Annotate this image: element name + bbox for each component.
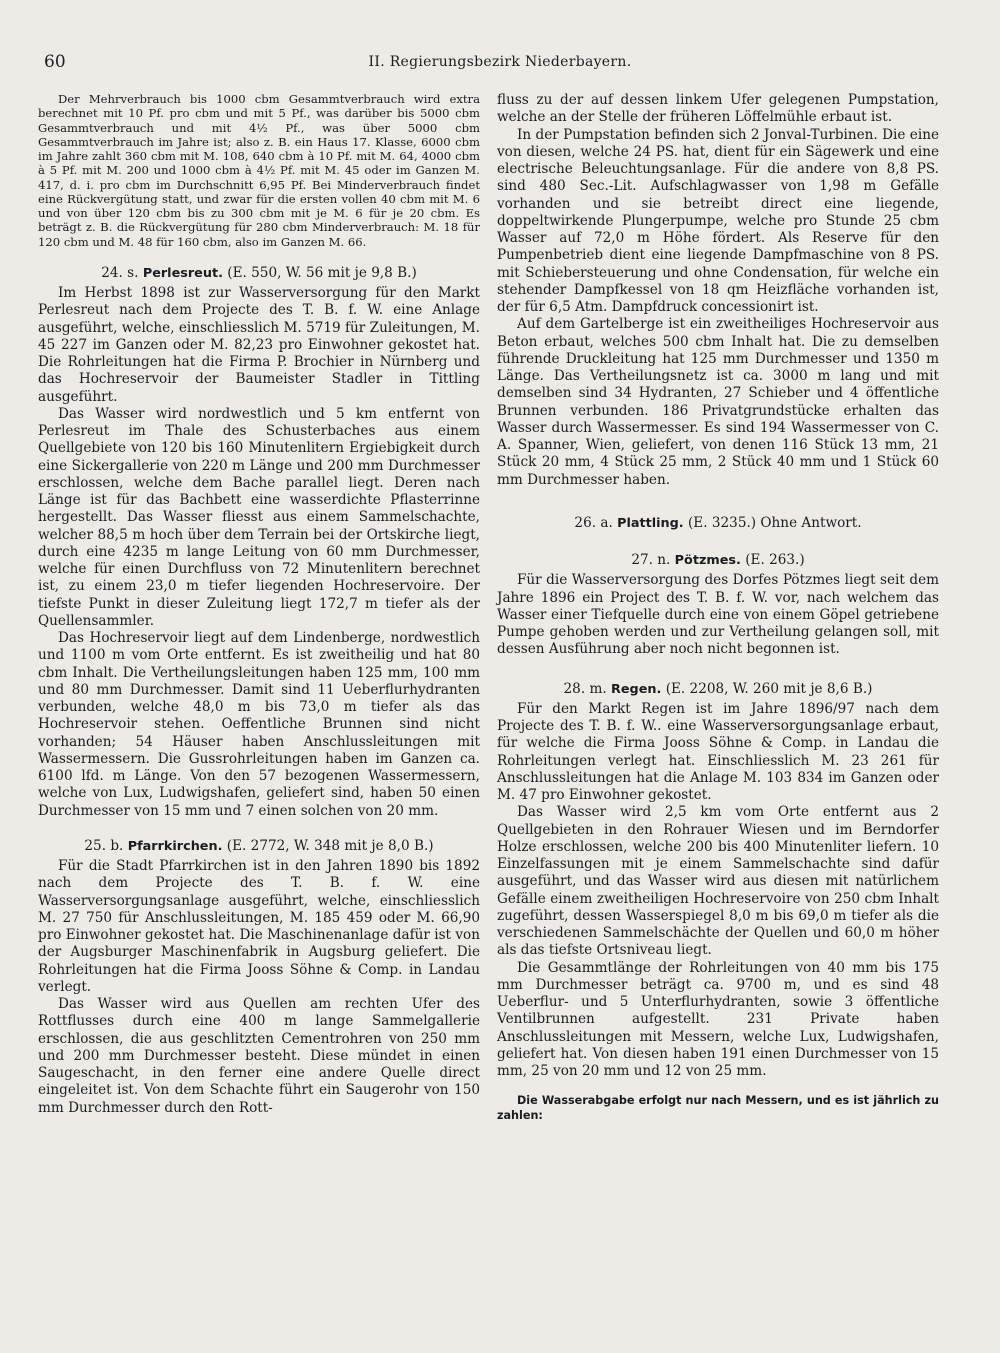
section-number: 26. a. (574, 514, 613, 531)
paragraph-regen-1: Für den Markt Regen ist im Jahre 1896/97 nach dem Projecte des T. B. f. W.. eine Wasserversorgungsanlage erbaut, für welche die Firma Jooss Söhne & Comp. in Landau die Rohrleitungen verlegt hat. Einschliesslich M. 23 261 für Anschlussleitungen hat die Anlage M. 103 834 im Ganzen oder M. 47 pro Einwohner gekostet. (497, 700, 939, 803)
left-column (38, 92, 480, 1117)
place-name: Regen. (611, 681, 662, 697)
paragraph-mehrverbrauch: Der Mehrverbrauch bis 1000 cbm Gesammtverbrauch wird extra berechnet mit 10 Pf. pro cbm und mit 5 Pf., was darüber bis 5000 cbm Gesammtverbrauch und mit 4½ Pf., was über 5000 cbm Gesammtverbrauch im Jahre ist; also z. B. ein Haus 17. Klasse, 6000 cbm im Jahre zahlt 360 cbm mit M. 108, 640 cbm à 10 Pf. mit M. 64, 4000 cbm à 5 Pf. mit M. 200 und 1000 cbm à 4½ Pf. mit M. 45 oder im Ganzen M. 417, d. i. pro cbm im Durchschnitt 6,95 Pf. Bei Minderverbrauch findet eine Rückvergütung statt, und zwar für die ersten vollen 40 cbm mit M. 6 und von über 120 cbm bis zu 300 cbm mit je M. 6 für je 20 cbm. Es beträgt z. B. die Rückvergütung für 280 cbm Minderverbrauch: M. 18 für 120 cbm und M. 48 für 160 cbm, also im Ganzen M. 66. (38, 92, 480, 249)
section-heading-plattling (497, 515, 939, 532)
page-number: 60 (44, 52, 66, 72)
section-number: 27. n. (631, 552, 671, 568)
section-number: 24. s. (101, 264, 139, 281)
section-heading-pfarrkirchen (38, 838, 480, 855)
paragraph-regen-3: Die Gesammtlänge der Rohrleitungen von 40 mm bis 175 mm Durchmesser beträgt ca. 9700 m, und es sind 48 Ueberflur- und 5 Unterflurhydranten, sowie 3 öffentliche Ventilbrunnen aufgestellt. 231 Private haben Anschlussleitungen mit Messern, welche Lux, Ludwigshafen, geliefert hat. Von diesen haben 191 einen Durchmesser von 15 mm, 25 von 20 mm und 12 von 25 mm. (497, 959, 939, 1079)
paragraph-regen-2: Das Wasser wird 2,5 km vom Orte entfernt aus 2 Quellgebieten in den Rohrauer Wiesen und im Berndorfer Holze erschlossen, welche 200 bis 400 Minutenliter liefern. 10 Einzelfassungen mit je einem Sammelschachte sind dafür ausgeführt, und das Wasser wird aus diesen mit natürlichem Gefälle einem zweitheiligen Hochreservoire von 250 cbm Inhalt zugeführt, dessen Wasserspiegel 8,0 m bis 69,0 m tiefer als die verschiedenen Sammelschächte der Quellen und 60,0 m höher als das tiefste Ortsniveau liegt. (497, 804, 939, 959)
section-heading-perlesreut (38, 265, 480, 282)
section-info: (E. 263.) (745, 552, 805, 568)
paragraph-perlesreut-2: Das Wasser wird nordwestlich und 5 km entfernt von Perlesreut im Thale des Schusterbaches aus einem Quellgebiete von 120 bis 160 Minutenlitern Ergiebigkeit durch eine Sickergallerie von 220 m Länge und 200 mm Durchmesser erschlossen, welche dem Bache parallel liegt. Deren nach Länge ist für das Bachbett eine wasserdichte Pflasterrinne hergestellt. Das Wasser fliesst aus einem Sammelschachte, welcher 88,5 m hoch über dem Terrain bei der Ortskirche liegt, durch eine 4235 m lange Leitung von 60 mm Durchmesser, welche für einen Durchfluss von 72 Minutenlitern berechnet ist, zu einem 23,0 m tiefer liegenden Hochreservoire. Der tiefste Punkt in dieser Zuleitung liegt 172,7 m tiefer als der Quellensammler. (38, 405, 480, 629)
section-number: 25. b. (84, 837, 124, 854)
section-number: 28. m. (563, 680, 607, 697)
place-name: Pötzmes. (674, 553, 741, 568)
paragraph-pfarrkirchen-1: Für die Stadt Pfarrkirchen ist in den Jahren 1890 bis 1892 nach dem Projecte des T. B. f. W. eine Wasserversorgungsanlage ausgeführt, welche, einschliesslich M. 27 750 für Anschlussleitungen, M. 185 459 oder M. 66,90 pro Einwohner gekostet hat. Die Maschinenanlage dafür ist von der Augsburger Maschinenfabrik in Augsburg geliefert. Die Rohrleitungen hat die Firma Jooss Söhne & Comp. in Landau verlegt. (38, 858, 480, 995)
section-info: (E. 2772, W. 348 mit je 8,0 B.) (226, 837, 434, 854)
paragraph-perlesreut-3: Das Hochreservoir liegt auf dem Lindenberge, nordwestlich und 1100 m vom Orte entfernt. Es ist zweitheilig und hat 80 cbm Inhalt. Die Vertheilungsleitungen haben 125 mm, 100 mm und 80 mm Durchmesser. Damit sind 11 Ueberflurhydranten verbunden, welche 48,0 m bis 73,0 m tiefer als das Hochreservoir stehen. Oeffentliche Brunnen sind nicht vorhanden; 54 Häuser haben Anschlussleitungen mit Wassermessern. Die Gussrohrleitungen haben im Ganzen ca. 6100 lfd. m Länge. Von den 57 bezogenen Wassermessern, welche von Lux, Ludwigshafen, geliefert sind, haben 50 einen Durchmesser von 15 mm und 7 einen solchen von 20 mm. (38, 630, 480, 819)
section-info: (E. 550, W. 56 mit je 9,8 B.) (227, 264, 417, 281)
place-name: Pfarrkirchen. (127, 838, 223, 854)
running-head: II. Regierungsbezirk Niederbayern. (368, 54, 632, 70)
section-info: (E. 3235.) Ohne Antwort. (688, 514, 862, 531)
paragraph-pumpstation: In der Pumpstation befinden sich 2 Jonval-Turbinen. Die eine von diesen, welche 24 PS. hat, dient für ein Sägewerk und eine electrische Beleuchtungsanlage. Für die andere von 8,8 PS. sind 480 Sec.-Lit. Aufschlagwasser von 1,98 m Gefälle vorhanden und sie betreibt direct eine liegende, doppeltwirkende Plungerpumpe, welche pro Stunde 25 cbm Wasser auf 72,0 m Höhe fördert. Als Reserve für den Pumpenbetrieb dient eine liegende Dampfmaschine von 8 PS. mit Schiebersteuerung und ohne Condensation, für welche ein stehender Dampfkessel von 18 qm Heizfläche vorhanden ist, der für 6,5 Atm. Dampfdruck concessionirt ist. (497, 126, 939, 315)
paragraph-gartelberg: Auf dem Gartelberge ist ein zweitheiliges Hochreservoir aus Beton erbaut, welches 500 cbm Inhalt hat. Die zu demselben führende Druckleitung hat 125 mm Durchmesser und 1350 m Länge. Das Vertheilungsnetz ist ca. 3000 m lang und mit demselben sind 34 Hydranten, 27 Schieber und 4 öffentliche Brunnen verbunden. 186 Privatgrundstücke erhalten das Wasser durch Wassermesser. Es sind 194 Wassermesser von C. A. Spanner, Wien, geliefert, von denen 116 Stück 13 mm, 21 Stück 20 mm, 4 Stück 25 mm, 2 Stück 40 mm und 1 Stück 60 mm Durchmesser haben. (497, 316, 939, 488)
section-heading-regen (497, 681, 939, 698)
right-column (497, 92, 939, 1123)
paragraph-perlesreut-1: Im Herbst 1898 ist zur Wasserversorgung für den Markt Perlesreut nach dem Projecte des T. B. f. W. eine Anlage ausgeführt, welche, einschliesslich M. 5719 für Zuleitungen, M. 45 227 im Ganzen oder M. 82,23 pro Einwohner gekostet hat. Die Rohrleitungen hat die Firma P. Brochier in Nürnberg und das Hochreservoir der Baumeister Stadler in Tittling ausgeführt. (38, 285, 480, 405)
place-name: Plattling. (617, 515, 684, 531)
place-name: Perlesreut. (142, 265, 223, 281)
paragraph-poetzmes: Für die Wasserversorgung des Dorfes Pötzmes liegt seit dem Jahre 1896 ein Project des T. B. f. W. vor, nach welchem das Wasser einer Tiefquelle durch eine von einem Göpel getriebene Pumpe gehoben werden und zur Vertheilung gelangen soll, mit dessen Ausführung aber noch nicht begonnen ist. (497, 572, 939, 658)
paragraph-pfarrkirchen-2: Das Wasser wird aus Quellen am rechten Ufer des Rottflusses durch eine 400 m lange Sammelgallerie erschlossen, die aus geschlitzten Cementrohren von 250 mm und 200 mm Durchmesser besteht. Diese mündet in einen Saugeschacht, in den ferner eine andere Quelle direct eingeleitet ist. Von dem Schachte führt ein Saugerohr von 150 mm Durchmesser durch den Rott- (38, 996, 480, 1116)
section-heading-poetzmes (497, 552, 939, 569)
paragraph-continuation: fluss zu der auf dessen linkem Ufer gelegenen Pumpstation, welche an der Stelle der früheren Löffelmühle erbaut ist. (497, 92, 939, 126)
paragraph-wasserabgabe: Die Wasserabgabe erfolgt nur nach Messern, und es ist jährlich zu zahlen: (497, 1094, 939, 1122)
page-header (44, 52, 956, 76)
section-info: (E. 2208, W. 260 mit je 8,6 B.) (665, 680, 873, 697)
